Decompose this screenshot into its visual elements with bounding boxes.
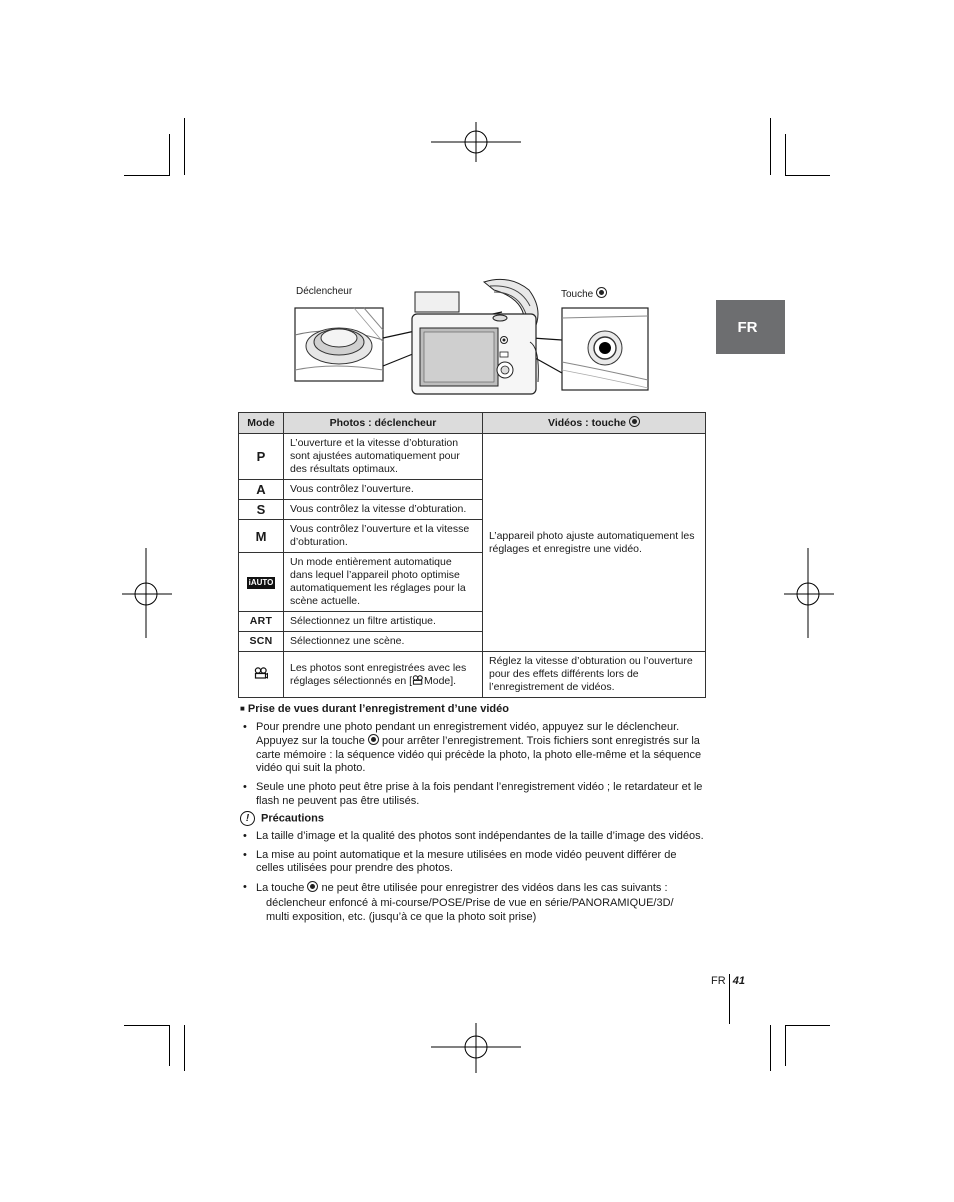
table-header-row [239, 413, 706, 434]
record-button-icon [368, 734, 379, 745]
movie-mode-icon [254, 667, 268, 679]
photo-cell: Vous contrôlez la vitesse d’obturation. [284, 500, 483, 520]
mode-cell: SCN [239, 632, 284, 652]
list-item: • La taille d’image et la qualité des photos sont indépendantes de la taille d’image des vidéos. [240, 830, 706, 844]
camera-body [412, 279, 538, 394]
registration-mark-bottom [431, 1003, 521, 1093]
section-title: ■ Prise de vues durant l’enregistrement d’une vidéo [240, 703, 509, 715]
mode-cell: S [239, 500, 284, 520]
table-header-mode: Mode [239, 413, 284, 434]
mode-cell: P [239, 434, 284, 480]
list-item: • La touche ne peut être utilisée pour enregistrer des vidéos dans les cas suivants : [240, 881, 706, 896]
page-footer [711, 975, 745, 987]
iauto-icon: iAUTO [248, 577, 274, 587]
video-movie-cell: Réglez la vitesse d’obturation ou l’ouverture pour des effets différents lors de l’enregistrement de vidéos. [483, 652, 706, 698]
photo-cell: Vous contrôlez l’ouverture et la vitesse d’obturation. [284, 520, 483, 553]
modes-table [238, 412, 706, 698]
table-row [239, 652, 706, 698]
registration-mark-left [102, 548, 192, 638]
registration-mark-top [431, 98, 521, 188]
photo-cell: Un mode entièrement automatique dans lequel l’appareil photo optimise automatiquement les réglages pour la scène actuelle. [284, 553, 483, 612]
table-row [239, 434, 706, 480]
table-header-video: Vidéos : touche [483, 413, 706, 434]
list-item: • La mise au point automatique et la mesure utilisées en mode vidéo peuvent différer de celles utilisées pour prendre des photos. [240, 849, 706, 876]
list-item: • Seule une photo peut être prise à la fois pendant l’enregistrement vidéo ; le retardateur et le flash ne peuvent pas être utilisés. [240, 781, 706, 808]
rec-button-closeup [562, 308, 648, 390]
footer-lang: FR [711, 975, 726, 987]
rec-button-caption: Touche [561, 287, 607, 300]
shutter-caption: Déclencheur [296, 286, 353, 297]
camera-illustration [294, 270, 654, 395]
mode-cell [239, 652, 284, 698]
section-title: ! Précautions [240, 811, 706, 826]
photo-cell: Sélectionnez un filtre artistique. [284, 612, 483, 632]
footer-divider [729, 974, 730, 1024]
mode-cell: ART [239, 612, 284, 632]
mode-cell: A [239, 480, 284, 500]
photo-cell: Vous contrôlez l’ouverture. [284, 480, 483, 500]
movie-mode-icon [412, 675, 424, 685]
mode-cell: M [239, 520, 284, 553]
record-button-icon [629, 416, 640, 427]
table-header-photo: Photos : déclencheur [284, 413, 483, 434]
photo-cell: L’ouverture et la vitesse d’obturation sont ajustées automatiquement pour des résultats optimaux. [284, 434, 483, 480]
photo-cell: Sélectionnez une scène. [284, 632, 483, 652]
section-recording-photos [240, 702, 706, 813]
list-item: • Pour prendre une photo pendant un enregistrement vidéo, appuyez sur le déclencheur. Appuyez sur la touche pour arrêter l’enregistrement. Trois fichiers sont enregistrés sur la carte mémoire : la séquence vidéo qui précède la photo, la photo elle-même et la séquence vidéo qui suit la photo. [240, 721, 706, 776]
video-auto-cell: L’appareil photo ajuste automatiquement les réglages et enregistre une vidéo. [483, 434, 706, 652]
caution-icon: ! [240, 811, 255, 826]
precaution-note: déclencheur enfoncé à mi-course/POSE/Prise de vue en série/PANORAMIQUE/3D/ multi exposition, etc. (jusqu’à ce que la photo soit prise) [266, 897, 674, 923]
page-number: 41 [732, 975, 745, 987]
shutter-closeup [295, 308, 383, 381]
registration-mark-right [764, 548, 854, 638]
language-tab: FR [716, 300, 785, 354]
mode-cell [239, 553, 284, 612]
record-button-icon [307, 881, 318, 892]
section-precautions [240, 811, 706, 925]
photo-cell: Les photos sont enregistrées avec les réglages sélectionnés en [ Mode]. [284, 652, 483, 698]
